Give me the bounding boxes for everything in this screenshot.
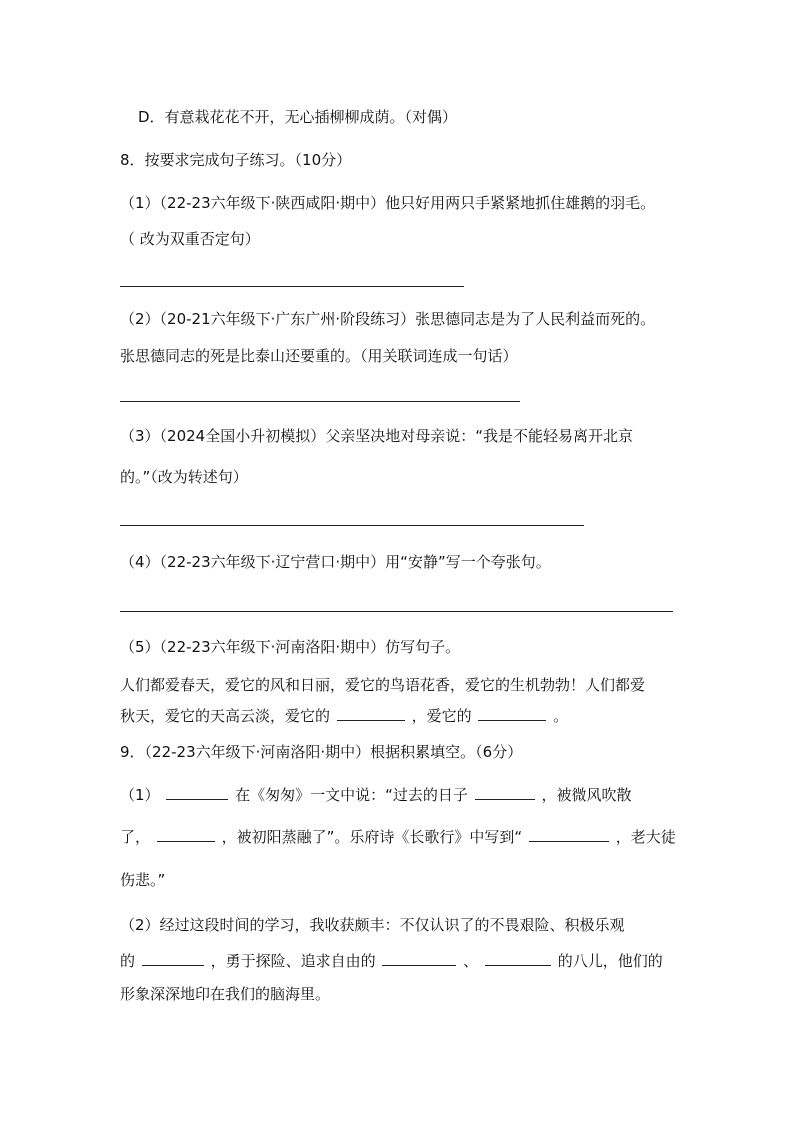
question-9-2-line-2 (120, 951, 663, 971)
text-segment: 、 (463, 952, 479, 970)
blank-8-5-a[interactable] (337, 706, 405, 721)
text-segment: ，老大徒 (615, 828, 676, 846)
question-8-1-line-1: （1）（22-23六年级下·陕西咸阳·期中）他只好用两只手紧紧地抓住雄鹅的羽毛。 (120, 194, 656, 212)
option-d: D．有意栽花花不开，无心插柳柳成荫。（对偶） (138, 108, 458, 126)
text-segment: ，爱它的 (411, 707, 472, 725)
question-8-4: （4）（22-23六年级下·辽宁营口·期中）用“安静”写一个夸张句。 (120, 553, 551, 571)
question-9-1-line-3: 伤悲。” (120, 871, 166, 889)
question-8-3-line-2: 的。”（改为转述句） (120, 468, 248, 486)
question-8-3-line-1: （3）（2024全国小升初模拟）父亲坚决地对母亲说：“我是不能轻易离开北京 (120, 427, 633, 445)
answer-line-8-1[interactable] (120, 286, 464, 287)
text-segment: ，被初阳蒸融了”。乐府诗《长歌行》中写到“ (221, 828, 523, 846)
text-segment: ，被微风吹散 (541, 786, 632, 804)
blank-8-5-b[interactable] (478, 706, 546, 721)
question-9-1-line-1 (120, 785, 631, 805)
question-8-5-text-line-2 (120, 706, 568, 726)
text-segment: 秋天，爱它的天高云淡，爱它的 (120, 707, 331, 725)
question-9-title: 9．（22-23六年级下·河南洛阳·期中）根据积累填空。（6分） (120, 743, 523, 761)
question-8-2-line-1: （2）（20-21六年级下·广东广州·阶段练习）张思德同志是为了人民利益而死的。 (120, 310, 656, 328)
answer-line-8-2[interactable] (120, 401, 520, 402)
blank-9-2-b[interactable] (382, 951, 456, 966)
question-9-1-line-2 (120, 827, 676, 847)
text-segment: ，勇于探险、追求自由的 (210, 952, 376, 970)
question-9-2-line-3: 形象深深地印在我们的脑海里。 (120, 985, 331, 1003)
question-8-2-line-2: 张思德同志的死是比泰山还要重的。（用关联词连成一句话） (120, 347, 518, 365)
text-segment: 。 (553, 707, 569, 725)
text-segment: 了， (120, 828, 151, 846)
question-8-5-text-line-1: 人们都爱春天，爱它的风和日丽，爱它的鸟语花香，爱它的生机勃勃！人们都爱 (120, 676, 646, 694)
text-segment: （1） (120, 786, 160, 804)
blank-9-1-c[interactable] (157, 827, 215, 842)
blank-9-1-b[interactable] (475, 785, 535, 800)
question-8-1-line-2: （ 改为双重否定句） (120, 230, 260, 248)
answer-line-8-4[interactable] (120, 611, 673, 612)
question-8-5: （5）（22-23六年级下·河南洛阳·期中）仿写句子。 (120, 638, 461, 656)
text-segment: 在《匆匆》一文中说：“过去的日子 (235, 786, 468, 804)
text-segment: 的 (120, 952, 136, 970)
question-9-2-line-1: （2）经过这段时间的学习，我收获颇丰：不仅认识了的不畏艰险、积极乐观 (120, 916, 625, 934)
answer-line-8-3[interactable] (120, 525, 584, 526)
blank-9-1-d[interactable] (529, 827, 609, 842)
question-8-title: 8．按要求完成句子练习。（10分） (120, 151, 352, 169)
text-segment: 的八儿，他们的 (557, 952, 663, 970)
blank-9-1-a[interactable] (166, 785, 228, 800)
blank-9-2-c[interactable] (485, 951, 551, 966)
blank-9-2-a[interactable] (142, 951, 204, 966)
